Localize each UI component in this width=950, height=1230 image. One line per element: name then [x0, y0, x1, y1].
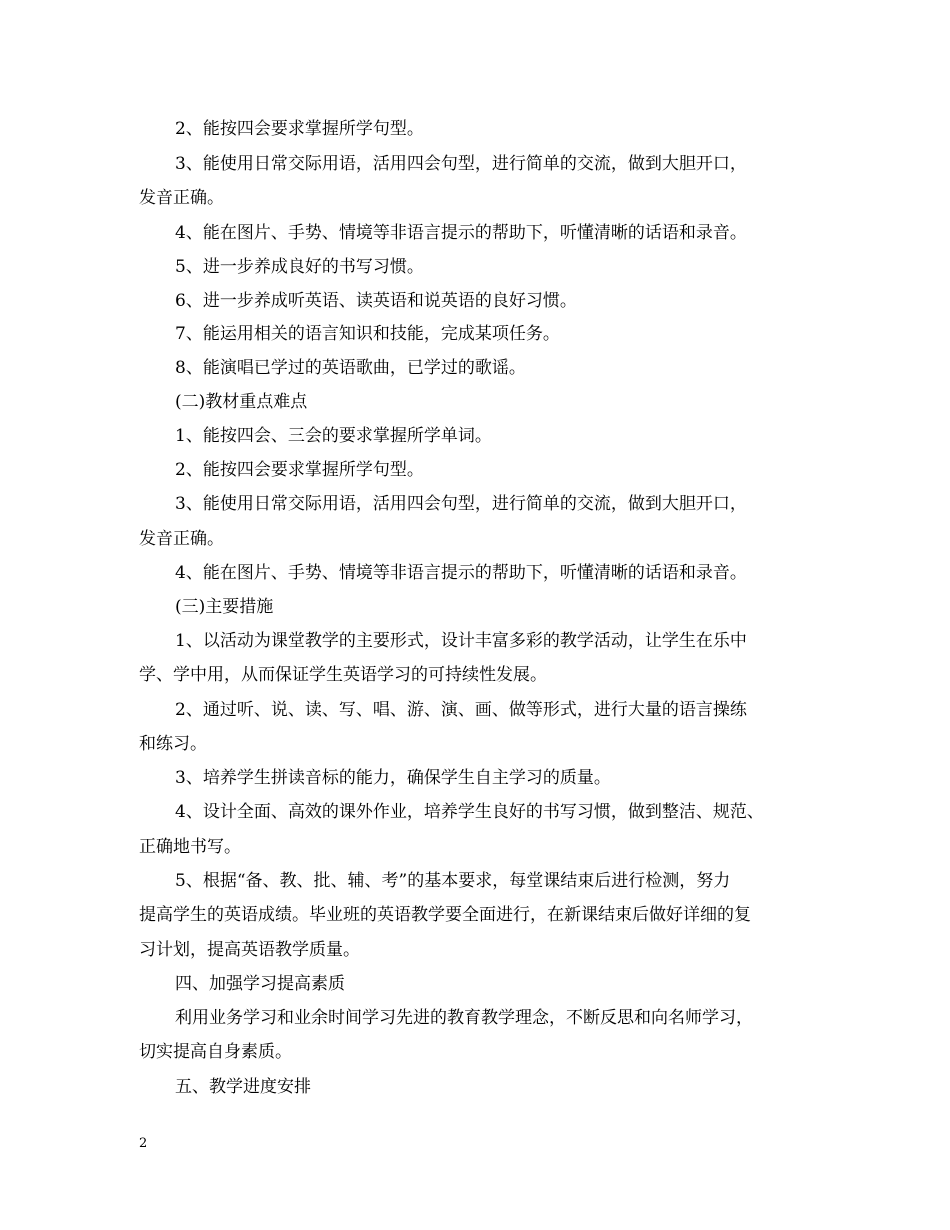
paragraph-line: 切实提高自身素质。	[139, 1042, 292, 1062]
paragraph-line: 1、以活动为课堂教学的主要形式，设计丰富多彩的教学活动，让学生在乐中	[175, 631, 747, 651]
paragraph-line: 提高学生的英语成绩。毕业班的英语教学要全面进行，在新课结束后做好详细的复	[139, 905, 751, 925]
paragraph-line: 4、设计全面、高效的课外作业，培养学生良好的书写习惯，做到整洁、规范、	[175, 802, 764, 822]
paragraph-line: 8、能演唱已学过的英语歌曲，已学过的歌谣。	[175, 358, 526, 378]
paragraph-line: 6、进一步养成听英语、读英语和说英语的良好习惯。	[175, 291, 577, 311]
section-heading: (三)主要措施	[175, 597, 274, 617]
paragraph-line: 2、通过听、说、读、写、唱、游、演、画、做等形式，进行大量的语言操练	[175, 700, 747, 720]
paragraph-line: 7、能运用相关的语言知识和技能，完成某项任务。	[175, 324, 560, 344]
paragraph-line: 和练习。	[139, 734, 207, 754]
section-heading: 四、加强学习提高素质	[175, 974, 345, 994]
paragraph-line: 2、能按四会要求掌握所学句型。	[175, 460, 424, 480]
paragraph-line: 正确地书写。	[139, 837, 241, 857]
paragraph-line: 发音正确。	[139, 529, 224, 549]
section-heading: 五、教学进度安排	[175, 1077, 311, 1097]
paragraph-line: 5、进一步养成良好的书写习惯。	[175, 257, 424, 277]
paragraph-line: 习计划，提高英语教学质量。	[139, 940, 360, 960]
paragraph-line: 3、能使用日常交际用语，活用四会句型，进行简单的交流，做到大胆开口，	[175, 154, 747, 174]
paragraph-line: 发音正确。	[139, 188, 224, 208]
paragraph-line: 3、培养学生拼读音标的能力，确保学生自主学习的质量。	[175, 768, 611, 788]
page-number: 2	[139, 1136, 148, 1151]
paragraph-line: 4、能在图片、手势、情境等非语言提示的帮助下，听懂清晰的话语和录音。	[175, 563, 747, 583]
paragraph-line: 3、能使用日常交际用语，活用四会句型，进行简单的交流，做到大胆开口，	[175, 494, 747, 514]
paragraph-line: 5、根据“备、教、批、辅、考”的基本要求，每堂课结束后进行检测，努力	[175, 871, 731, 891]
paragraph-line: 学、学中用，从而保证学生英语学习的可持续性发展。	[139, 665, 547, 685]
paragraph-line: 4、能在图片、手势、情境等非语言提示的帮助下，听懂清晰的话语和录音。	[175, 223, 747, 243]
paragraph-line: 利用业务学习和业余时间学习先进的教育教学理念，不断反思和向名师学习，	[175, 1008, 753, 1028]
paragraph-line: 2、能按四会要求掌握所学句型。	[175, 119, 424, 139]
paragraph-line: 1、能按四会、三会的要求掌握所学单词。	[175, 426, 492, 446]
section-heading: (二)教材重点难点	[175, 392, 308, 412]
